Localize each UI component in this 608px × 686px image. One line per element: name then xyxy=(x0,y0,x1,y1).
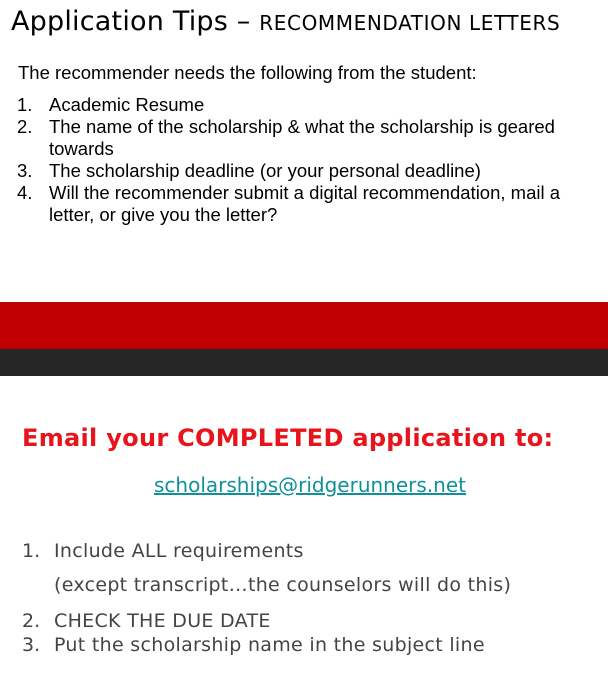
recommender-list xyxy=(17,94,597,226)
list-item-text: Put the scholarship name in the subject line xyxy=(54,634,485,656)
list-item xyxy=(17,160,597,182)
list-item xyxy=(17,116,597,160)
recommender-intro: The recommender needs the following from the student: xyxy=(18,62,477,83)
list-item xyxy=(22,540,304,562)
list-item-number: 1. xyxy=(22,540,41,562)
list-item-text: Academic Resume xyxy=(49,94,205,115)
title-separator: – xyxy=(228,6,260,37)
list-item-number: 3. xyxy=(17,160,33,181)
list-item-text: The name of the scholarship & what the scholarship is geared towards xyxy=(49,116,555,159)
list-item-number: 2. xyxy=(22,610,41,632)
list-item-text: The scholarship deadline (or your personal deadline) xyxy=(49,160,481,181)
list-item-number: 3. xyxy=(22,634,41,656)
list-item xyxy=(22,610,271,632)
list-item-number xyxy=(22,574,54,596)
page-title xyxy=(11,6,560,37)
divider-band-red xyxy=(0,302,608,349)
list-item-number: 2. xyxy=(17,116,33,137)
list-item-continuation xyxy=(22,574,511,596)
email-heading: Email your COMPLETED application to: xyxy=(22,424,554,452)
list-item-number: 4. xyxy=(17,182,33,203)
list-item xyxy=(22,634,485,656)
title-subtitle: RECOMMENDATION LETTERS xyxy=(259,11,561,35)
list-item-text: CHECK THE DUE DATE xyxy=(54,610,271,632)
title-main: Application Tips xyxy=(11,6,229,37)
list-item-number: 1. xyxy=(17,94,33,115)
divider-band-dark xyxy=(0,349,608,376)
list-item-text: (except transcript…the counselors will do this) xyxy=(54,574,512,596)
list-item xyxy=(17,94,597,116)
email-link[interactable]: scholarships@ridgerunners.net xyxy=(154,473,466,497)
list-item-text: Will the recommender submit a digital recommendation, mail a letter, or give you the letter? xyxy=(49,182,561,225)
list-item xyxy=(17,182,597,226)
list-item-text: Include ALL requirements xyxy=(54,540,304,562)
